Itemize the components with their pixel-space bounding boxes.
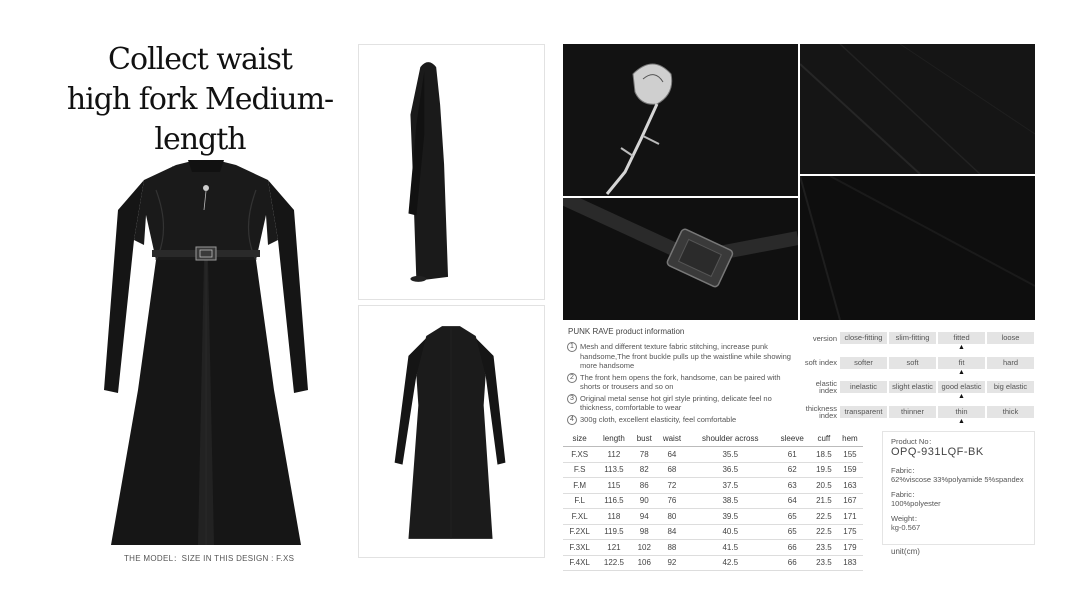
table-cell: 41.5 (722, 542, 739, 552)
col-header: bust (636, 434, 652, 443)
table-cell: 102 (637, 542, 651, 552)
product-no-label: Product No： (891, 437, 937, 446)
title-line-2: high fork Medium-length (66, 82, 334, 157)
table-row (563, 509, 863, 525)
table-cell: 112 (607, 449, 621, 459)
index-cell: soft (889, 357, 936, 369)
index-cell: close-fitting (840, 332, 887, 344)
index-cell: thinner (889, 406, 936, 418)
table-cell: 119.5 (604, 527, 624, 537)
col-header: shoulder across (702, 434, 759, 443)
index-label: soft index (804, 358, 837, 368)
table-cell: 22.5 (816, 527, 832, 537)
index-cell: thick (987, 406, 1034, 418)
title-line-1: Collect waist (108, 42, 292, 77)
table-cell: 94 (639, 511, 649, 521)
table-row (563, 493, 863, 509)
table-row (563, 478, 863, 494)
table-cell: 62 (787, 465, 797, 475)
info-item-text: The front hem opens the fork, handsome, can be paired with shorts or trousers and so on (580, 372, 781, 391)
table-cell: 115 (607, 480, 621, 490)
table-cell: 86 (639, 480, 649, 490)
model-size-note: THE MODEL：SIZE IN THIS DESIGN : F.XS (124, 554, 295, 563)
index-cell: inelastic (840, 381, 887, 393)
table-cell: 113.5 (604, 465, 624, 475)
index-label: version (812, 333, 837, 343)
fabric-value: 100%polyester (891, 499, 941, 508)
sleeve-seam-detail-photo (800, 44, 1035, 174)
buckle-detail-photo (563, 198, 798, 320)
table-cell: 90 (639, 496, 649, 506)
table-cell: 122.5 (603, 558, 624, 568)
index-cell: loose (987, 332, 1034, 344)
unit-label: unit(cm) (891, 547, 920, 556)
dress-side-photo (359, 45, 544, 299)
table-cell: 167 (843, 496, 857, 506)
index-cell-selected: fitted ▲ (938, 332, 985, 344)
table-cell: F.M (573, 480, 587, 490)
table-cell: 155 (843, 449, 857, 459)
table-cell: 42.5 (722, 558, 739, 568)
info-item (563, 342, 795, 371)
index-cell: slim-fitting (889, 332, 936, 344)
table-cell: 183 (843, 558, 857, 568)
table-cell: 121 (607, 542, 621, 552)
table-cell: 84 (667, 527, 677, 537)
table-cell: 175 (843, 527, 857, 537)
rose-print-detail-photo (563, 44, 798, 196)
table-row (563, 555, 863, 571)
col-header: length (603, 434, 625, 443)
index-label: thickness index (805, 404, 837, 421)
table-cell: 22.5 (816, 511, 832, 521)
weight-value: kg-0.567 (891, 523, 921, 532)
table-cell: 40.5 (722, 527, 739, 537)
table-cell: 36.5 (722, 465, 739, 475)
table-cell: F.3XL (569, 542, 590, 552)
index-cell-selected: thin ▲ (938, 406, 985, 418)
col-header: cuff (817, 434, 831, 443)
table-cell: 37.5 (722, 480, 739, 490)
table-cell: 65 (787, 527, 797, 537)
info-item (563, 394, 795, 413)
info-item (563, 373, 795, 392)
info-item-number: 2 (567, 373, 577, 383)
table-cell: 19.5 (816, 465, 832, 475)
table-cell: 21.5 (816, 496, 832, 506)
table-cell: F.XL (571, 511, 588, 521)
product-info-panel (563, 322, 795, 432)
table-cell: 39.5 (722, 511, 739, 521)
index-cell: big elastic (987, 381, 1034, 393)
table-row (563, 447, 863, 463)
table-cell: 63 (787, 480, 797, 490)
fabric-label: Fabric： (891, 466, 920, 475)
index-cell: softer (840, 357, 887, 369)
table-cell: F.XS (571, 449, 589, 459)
info-item-text: Original metal sense hot girl style printing, delicate feel no thickness, comfortable to wear (580, 393, 772, 412)
table-row (563, 524, 863, 540)
weight-label: Weight： (891, 514, 922, 523)
product-info-title: PUNK RAVE product information (568, 327, 685, 336)
info-item-number: 4 (567, 415, 577, 425)
table-cell: 106 (637, 558, 651, 568)
info-item-text: Mesh and different texture fabric stitching, increase punk handsome,The front buckle pulls up the waistline while showing more handsome (580, 342, 791, 370)
table-cell: 82 (639, 465, 649, 475)
table-cell: 92 (667, 558, 677, 568)
table-cell: 80 (667, 511, 677, 521)
table-cell: 65 (787, 511, 797, 521)
size-table-header (563, 431, 863, 447)
fit-index-grid (800, 326, 1036, 424)
table-cell: 23.5 (816, 542, 832, 552)
info-item-number: 3 (567, 394, 577, 404)
table-cell: 88 (667, 542, 677, 552)
index-row-elastic (800, 375, 1036, 400)
index-cell: slight elastic (889, 381, 936, 393)
table-row (563, 540, 863, 556)
table-cell: 116.5 (604, 496, 624, 506)
table-cell: 118 (607, 511, 621, 521)
table-cell: 72 (667, 480, 677, 490)
table-cell: 159 (843, 465, 857, 475)
table-cell: 66 (787, 558, 797, 568)
table-cell: 20.5 (816, 480, 832, 490)
fabric-label: Fabric： (891, 490, 920, 499)
fabric-value: 62%viscose 33%polyamide 5%spandex (891, 475, 1024, 484)
dress-front-photo (96, 150, 316, 550)
size-table (563, 431, 863, 571)
table-cell: F.4XL (569, 558, 590, 568)
product-details-box (882, 431, 1035, 545)
index-cell: transparent (840, 406, 887, 418)
table-cell: F.L (574, 496, 585, 506)
table-cell: 76 (667, 496, 677, 506)
col-header: waist (662, 434, 682, 443)
table-cell: 38.5 (722, 496, 739, 506)
table-cell: 23.5 (816, 558, 832, 568)
table-cell: 78 (639, 449, 649, 459)
index-row-thickness (800, 400, 1036, 425)
index-cell: hard (987, 357, 1034, 369)
index-row-version (800, 326, 1036, 351)
table-cell: 163 (843, 480, 857, 490)
table-cell: 98 (639, 527, 649, 537)
col-header: size (572, 434, 587, 443)
table-cell: 18.5 (816, 449, 832, 459)
index-label: elastic index (815, 379, 837, 396)
table-cell: 64 (667, 449, 677, 459)
table-cell: 61 (787, 449, 797, 459)
table-cell: 171 (843, 511, 857, 521)
back-view-photo-frame (358, 305, 545, 558)
table-row (563, 462, 863, 478)
table-cell: F.2XL (569, 527, 590, 537)
col-header: hem (842, 434, 858, 443)
info-item (563, 415, 795, 425)
table-cell: F.S (573, 465, 586, 475)
index-row-soft (800, 351, 1036, 376)
side-view-photo-frame (358, 44, 545, 300)
table-cell: 35.5 (722, 449, 739, 459)
hem-detail-photo (800, 176, 1035, 320)
index-cell-selected: good elastic ▲ (938, 381, 985, 393)
index-cell-selected: fit ▲ (938, 357, 985, 369)
table-cell: 179 (843, 542, 857, 552)
info-item-text: 300g cloth, excellent elasticity, feel comfortable (580, 414, 737, 424)
product-code: OPQ-931LQF-BK (891, 446, 984, 458)
table-cell: 64 (787, 496, 797, 506)
table-cell: 68 (667, 465, 677, 475)
info-item-number: 1 (567, 342, 577, 352)
table-cell: 66 (787, 542, 797, 552)
col-header: sleeve (780, 434, 804, 443)
dress-back-photo (359, 306, 544, 557)
